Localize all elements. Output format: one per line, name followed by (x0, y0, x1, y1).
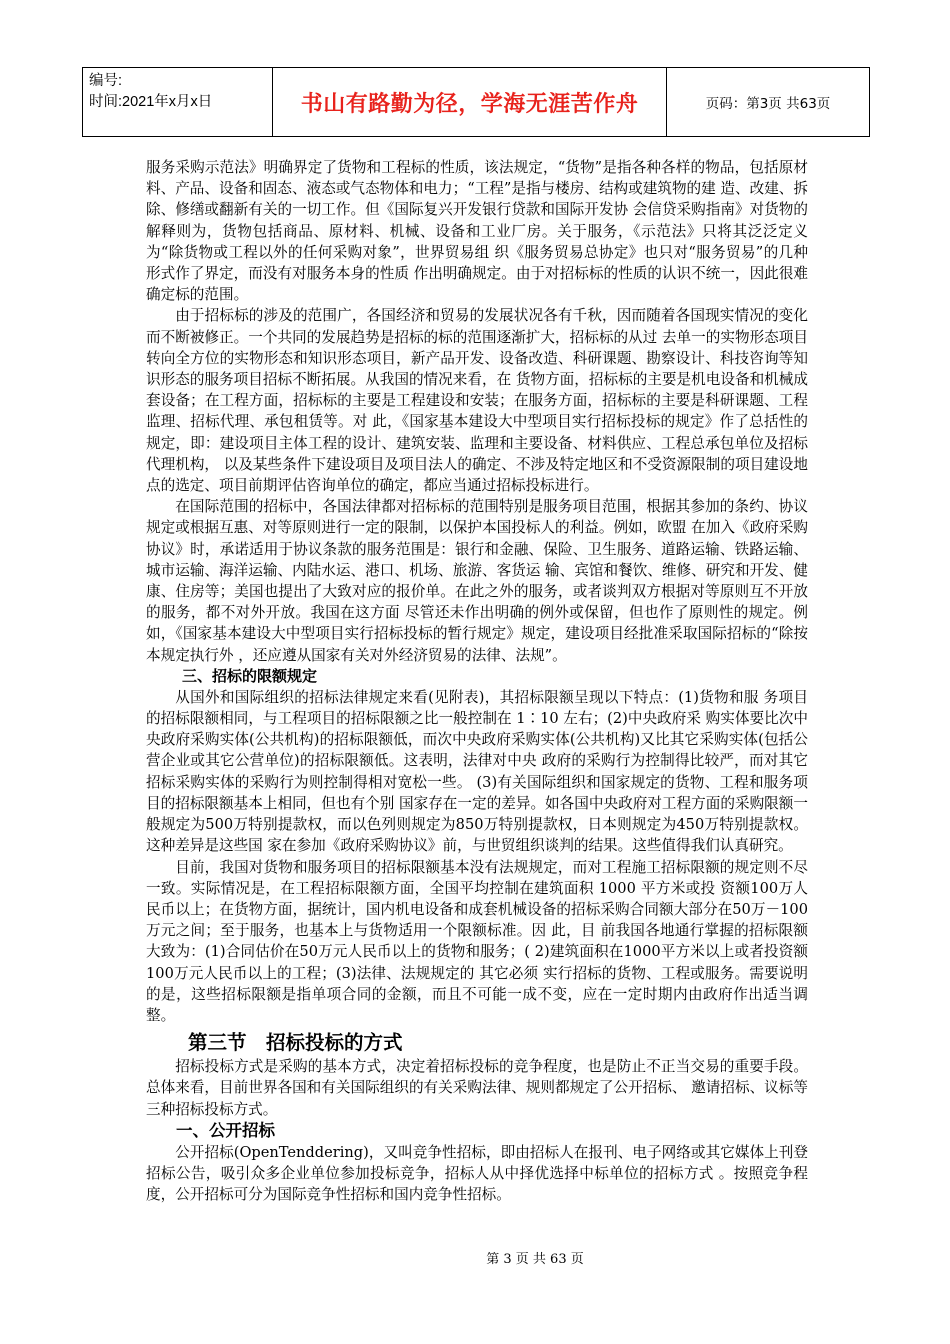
page-header (82, 67, 870, 137)
paragraph-3: 在国际范围的招标中，各国法律都对招标标的范围特别是服务项目范围，根据其参加的条约、协议规定或根据互惠、对等原则进行一定的限制，以保护本国投标人的利益。例如，欧盟 在加入《政府采购协议》时，承诺适用于协议条款的服务范围是：银行和金融、保险、卫生服务、道路运输、铁路运输、城市运输、海洋运输、内陆水运、港口、机场、旅游、客货运 输、宾馆和餐饮、维修、研究和开发、健康、住房等；美国也提出了大致对应的报价单。在此之外的服务，或者谈判双方根据对等原则互不开放的服务，都不对外开放。我国在这方面 尽管还未作出明确的例外或保留，但也作了原则性的规定。例如，《国家基本建设大中型项目实行招标投标的暂行规定》规定，建设项目经批准采取国际招标的“除按本规定执行外 ，还应遵从国家有关对外经济贸易的法律、法规”。 (146, 498, 808, 664)
heading-limits: 三、招标的限额规定 (182, 666, 318, 685)
header-time-label: 时间:2021年x月x日 (89, 94, 213, 110)
header-motto: 书山有路勤为径，学海无涯苦作舟 (273, 68, 667, 136)
heading-section-3: 第三节 招标投标的方式 (188, 1031, 403, 1055)
paragraph-2: 由于招标标的涉及的范围广，各国经济和贸易的发展状况各有千秋，因而随着各国现实情况的变化而不断被修正。一个共同的发展趋势是招标的标的范围逐渐扩大，招标标的从过 去单一的实物形态项目转向全方位的实物形态和知识形态项目，新产品开发、设备改造、科研课题、勘察设计、科技咨询等知识形态的服务项目招标不断拓展。从我国的情况来看，在 货物方面，招标标的主要是机电设备和机械成套设备；在工程方面，招标标的主要是工程建设和安装；在服务方面，招标标的主要是科研课题、工程监理、招标代理、承包租赁等。对 此，《国家基本建设大中型项目实行招标投标的规定》作了总括性的规定，即：建设项目主体工程的设计、建筑安装、监理和主要设备、材料供应、工程总承包单位及招标代理机构， 以及某些条件下建设项目及项目法人的确定、不涉及特定地区和不受资源限制的项目建设地点的选定、项目前期评估咨询单位的确定，都应当通过招标投标进行。 (146, 307, 808, 495)
paragraph-1: 服务采购示范法》明确界定了货物和工程标的性质，该法规定，“货物”是指各种各样的物品，包括原材 料、产品、设备和固态、液态或气态物体和电力；“工程”是指与楼房、结构或建筑物的建 造、改建、拆除、修缮或翻新有关的一切工作。但《国际复兴开发银行贷款和国际开发协 会信贷采购指南》对货物的解释则为，货物包括商品、原材料、机械、设备和工业厂房。关于服务，《示范法》只将其泛泛定义为“除货物或工程以外的任何采购对象”，世界贸易组 织《服务贸易总协定》也只对“服务贸易”的几种形式作了界定，而没有对服务本身的性质 作出明确规定。由于对招标标的性质的认识不统一，因此很难确定标的范围。 (146, 159, 808, 304)
paragraph-5: 目前，我国对货物和服务项目的招标限额基本没有法规规定，而对工程施工招标限额的规定则不尽一致。实际情况是，在工程招标限额方面，全国平均控制在建筑面积 1000 平方米或投 资额100万人民币以上；在货物方面，据统计，国内机电设备和成套机械设备的招标采购合同额大部分在50万－100万元之间；至于服务，也基本上与货物适用一个限额标准。因 此，目 前我国各地通行掌握的招标限额大致为：(1)合同估价在50万元人民币以上的货物和服务；( 2)建筑面积在1000平方米以上或者投资额100万元人民币以上的工程；(3)法律、法规规定的 其它必须 实行招标的货物、工程或服务。需要说明的是，这些招标限额是指单项合同的金额，而且不可能一成不变，应在一定时期内由政府作出适当调整。 (146, 858, 808, 1024)
document-body (146, 157, 808, 1205)
paragraph-7: 公开招标(OpenTenddering)，又叫竞争性招标，即由招标人在报刊、电子网络或其它媒体上刊登招标公告，吸引众多企业单位参加投标竞争，招标人从中择优选择中标单位的招标方式 。按照竞争程度，公开招标可分为国际竞争性招标和国内竞争性招标。 (146, 1143, 808, 1204)
header-number-label: 编号: (89, 73, 123, 89)
paragraph-4: 从国外和国际组织的招标法律规定来看(见附表)，其招标限额呈现以下特点：(1)货物和服 务项目的招标限额相同，与工程项目的招标限额之比一般控制在 1∶10 左右；(2)中央政府采 购实体要比次中央政府采购实体(公共机构)的招标限额低，而次中央政府采购实体(公共机构)又比其它采购实体(包括公营企业或其它公营单位)的招标限额低。这表明，法律对中央 政府的采购行为控制得比较严，而对其它招标采购实体的采购行为则控制得相对宽松一些。 (3)有关国际组织和国家规定的货物、工程和服务项目的招标限额基本上相同，但也有个别 国家存在一定的差异。如各国中央政府对工程方面的采购限额一般规定为500万特别提款权，而以色列则规定为850万特别提款权，日本则规定为450万特别提款权。这种差异是这些国 家在参加《政府采购协议》前，与世贸组织谈判的结果。这些值得我们认真研究。 (146, 688, 808, 855)
heading-open-tender: 一、公开招标 (176, 1120, 275, 1140)
page-footer: 第 3 页 共 63 页 (486, 1252, 584, 1267)
paragraph-6: 招标投标方式是采购的基本方式，决定着招标投标的竞争程度，也是防止不正当交易的重要手段。总体来看，目前世界各国和有关国际组织的有关采购法律、规则都规定了公开招标、 邀请招标、议标等三种招标投标方式。 (146, 1058, 808, 1118)
header-page-label: 页码：第3页 共63页 (705, 96, 831, 112)
header-meta (83, 68, 273, 136)
